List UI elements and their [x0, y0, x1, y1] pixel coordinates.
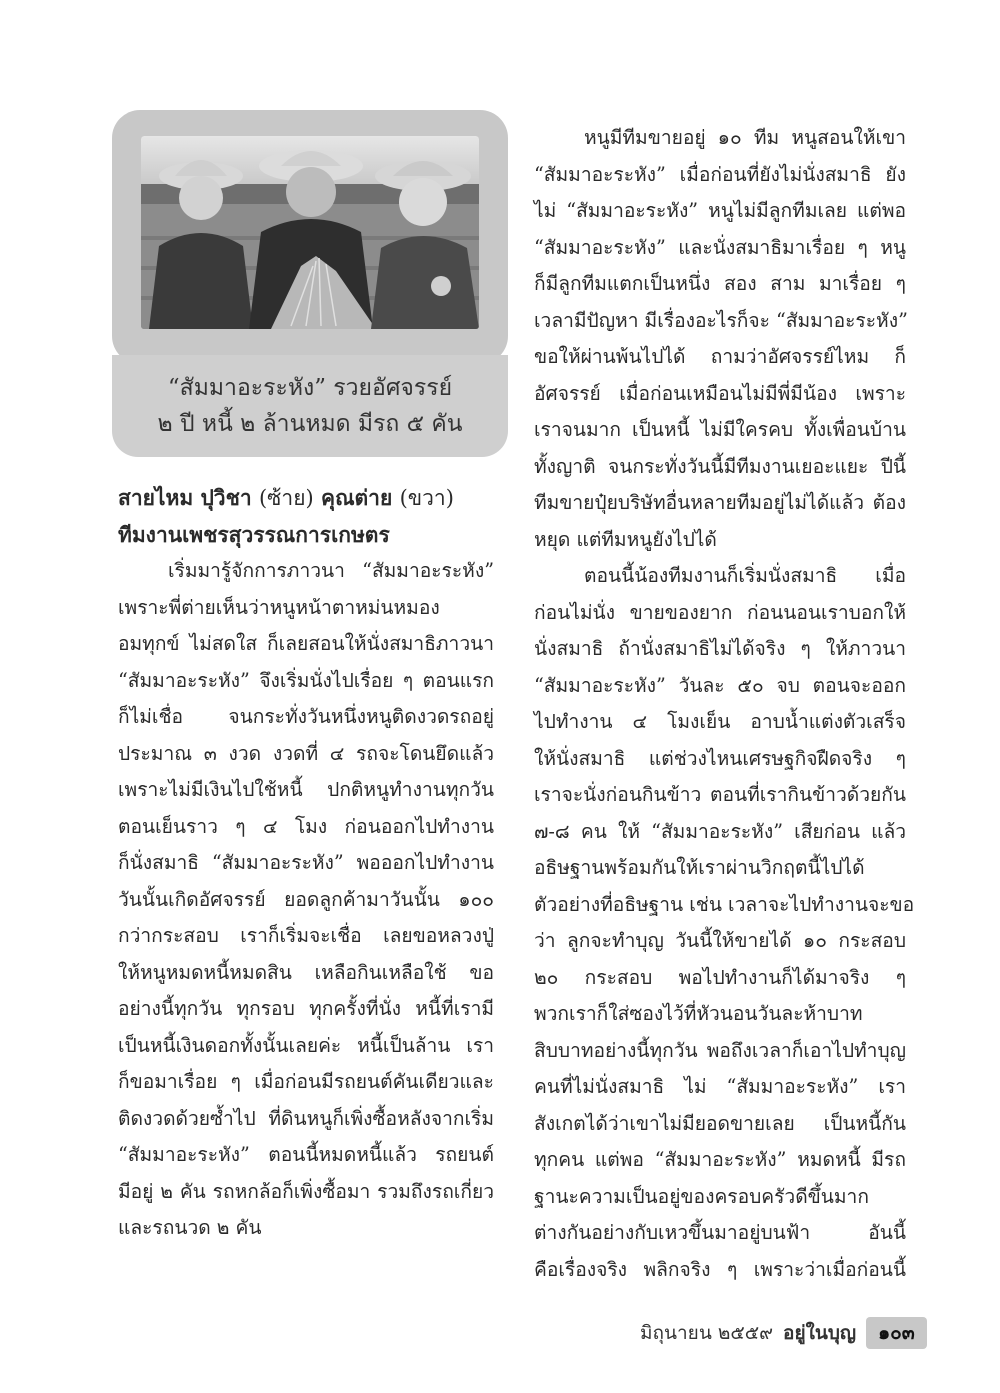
text-line: ประมาณ ๓ งวด งวดที่ ๔ รถจะโดนยึดแล้ว	[118, 741, 494, 765]
text-line: เวลามีปัญหา มีเรื่องอะไรก็จะ “สัมมาอะระหัง”	[534, 308, 908, 332]
text-line: สังเกตได้ว่าเขาไม่มียอดขายเลย เป็นหนี้กัน	[534, 1111, 906, 1135]
position-left: (ซ้าย)	[258, 486, 314, 510]
name-saimai: สายไหม ปุวิชา	[118, 485, 252, 510]
name-khun-tai: คุณต่าย	[321, 485, 393, 510]
text-line: หนูมีทีมขายอยู่ ๑๐ ทีม หนูสอนให้เขา	[584, 126, 906, 149]
right-body-text	[534, 120, 915, 1288]
text-line: ทุกคน แต่พอ “สัมมาอะระหัง” หมดหนี้ มีรถ	[534, 1148, 906, 1171]
page-footer	[640, 1316, 927, 1350]
text-line: “สัมมาอะระหัง” ตอนนี้หมดหนี้แล้ว รถยนต์	[118, 1143, 494, 1166]
text-line: ไม่ “สัมมาอะระหัง” หนูไม่มีลูกทีมเลย แต่พอ	[534, 199, 906, 222]
text-line: อธิษฐานพร้อมกันให้เราผ่านวิกฤตนี้ไปได้	[534, 856, 865, 879]
text-line: ก็มีลูกทีมแตกเป็นหนึ่ง สอง สาม มาเรื่อย ๆ	[534, 272, 906, 295]
text-line: มีอยู่ ๒ คัน รถหกล้อก็เพิ่งซื้อมา รวมถึงรถเกี่ยว	[118, 1179, 494, 1203]
issue-date: มิถุนายน ๒๕๕๙	[640, 1322, 774, 1344]
text-line: ว่า ลูกจะทำบุญ วันนี้ให้ขายได้ ๑๐ กระสอบ	[534, 929, 906, 952]
text-line: เราจะนั่งก่อนกินข้าว ตอนที่เรากินข้าวด้วยกัน	[534, 783, 906, 806]
text-line: อมทุกข์ ไม่สดใส ก็เลยสอนให้นั่งสมาธิภาวนา	[118, 632, 494, 655]
text-line: ก็นั่งสมาธิ “สัมมาอะระหัง” พอออกไปทำงาน	[118, 851, 494, 874]
left-column	[118, 480, 494, 1247]
text-line: ฐานะความเป็นอยู่ของครอบครัวดีขึ้นมาก	[534, 1184, 869, 1208]
text-line: ไปทำงาน ๔ โมงเย็น อาบน้ำแต่งตัวเสร็จ	[534, 710, 906, 733]
text-line: ตอนเย็นราว ๆ ๔ โมง ก่อนออกไปทำงาน	[118, 814, 494, 838]
text-line: พวกเราก็ใส่ซองไว้ที่หัวนอนวันละห้าบาท	[534, 1002, 863, 1025]
text-line: ตัวอย่างที่อธิษฐาน เช่น เวลาจะไปทำงานจะขอ	[534, 892, 915, 916]
caption-line: ๒ ปี หนี้ ๒ ล้านหมด มีรถ ๕ คัน	[157, 411, 463, 437]
text-line: ต่างกันอย่างกับเหวขึ้นมาอยู่บนฟ้า อันนี้	[534, 1221, 906, 1244]
text-line: เพราะไม่มีเงินไปใช้หนี้ ปกติหนูทำงานทุกวัน	[118, 778, 494, 801]
text-line: ๒๐ กระสอบ พอไปทำงานก็ได้มาจริง ๆ	[534, 965, 906, 989]
caption-line: “สัมมาอะระหัง” รวยอัศจรรย์	[167, 375, 453, 401]
text-line: เราจนมาก เป็นหนี้ ไม่มีใครคบ ทั้งเพื่อนบ้าน	[534, 418, 906, 441]
magazine-title: อยู่ในบุญ	[783, 1322, 857, 1344]
text-line: ก็ไม่เชื่อ จนกระทั่งวันหนึ่งหนูติดงวดรถอยู่	[118, 705, 494, 728]
text-line: “สัมมาอะระหัง” เมื่อก่อนที่ยังไม่นั่งสมาธิ ยัง	[534, 162, 906, 186]
text-line: กว่ากระสอบ เราก็เริ่มจะเชื่อ เลยขอหลวงปู่	[118, 924, 494, 947]
text-line: นั่งสมาธิ ถ้านั่งสมาธิไม่ได้จริง ๆ ให้ภาวนา	[534, 637, 906, 660]
text-line: “สัมมาอะระหัง” วันละ ๕๐ จบ ตอนจะออก	[534, 673, 906, 697]
text-line: สิบบาทอย่างนี้ทุกวัน พอถึงเวลาก็เอาไปทำบุญ	[534, 1038, 906, 1062]
text-line: วันนั้นเกิดอัศจรรย์ ยอดลูกค้ามาวันนั้น ๑๐๐	[118, 887, 494, 911]
position-right: (ขวา)	[399, 486, 454, 510]
interviewee-names	[118, 480, 494, 517]
text-line: ทั้งญาติ จนกระทั่งวันนี้มีทีมงานเยอะแยะ ปีนี้	[534, 454, 906, 478]
text-line: เพราะพี่ต่ายเห็นว่าหนูหน้าตาหม่นหมอง	[118, 595, 440, 619]
text-line: “สัมมาอะระหัง” จึงเริ่มนั่งไปเรื่อย ๆ ตอนแรก	[118, 668, 494, 692]
text-line: ก็ขอมาเรื่อย ๆ เมื่อก่อนมีรถยนต์คันเดียวและ	[118, 1070, 494, 1093]
text-line: เริ่มมารู้จักการภาวนา “สัมมาอะระหัง”	[168, 559, 494, 582]
text-line: ขอให้ผ่านพ้นไปได้ ถามว่าอัศจรรย์ไหม ก็	[534, 345, 906, 368]
text-line: ทีมขายปุ๋ยบริษัทอื่นหลายทีมอยู่ไม่ได้แล้ว ต้อง	[534, 491, 906, 514]
text-line: เป็นหนี้เงินดอกทั้งนั้นเลยค่ะ หนี้เป็นล้าน เรา	[118, 1033, 494, 1057]
text-line: ก่อนไม่นั่ง ขายของยาก ก่อนนอนเราบอกให้	[534, 600, 906, 624]
text-line: “สัมมาอะระหัง” และนั่งสมาธิมาเรื่อย ๆ หนู	[534, 235, 906, 259]
photo-caption	[112, 355, 508, 457]
photo-three-farmers	[141, 136, 479, 329]
right-column	[534, 120, 915, 1288]
text-line: อย่างนี้ทุกวัน ทุกรอบ ทุกครั้งที่นั่ง หนี้ที่เรามี	[118, 997, 494, 1020]
text-line: ตอนนี้น้องทีมงานก็เริ่มนั่งสมาธิ เมื่อ	[584, 564, 906, 587]
text-line: อัศจรรย์ เมื่อก่อนเหมือนไม่มีพี่มีน้อง เพราะ	[534, 381, 906, 405]
text-line: และรถนวด ๒ คัน	[118, 1216, 262, 1239]
team-name: ทีมงานเพชรสุวรรณการเกษตร	[118, 521, 390, 547]
text-line: ๗-๘ คน ให้ “สัมมาอะระหัง” เสียก่อน แล้ว	[534, 819, 906, 843]
text-line: คนที่ไม่นั่งสมาธิ ไม่ “สัมมาอะระหัง” เรา	[534, 1075, 906, 1098]
text-line: หยุด แต่ทีมหนูยังไปได้	[534, 527, 717, 551]
text-line: ให้นั่งสมาธิ แต่ช่วงไหนเศรษฐกิจฝืดจริง ๆ	[534, 746, 906, 770]
page-number: ๑๐๓	[866, 1317, 927, 1349]
text-line: ติดงวดด้วยซ้ำไป ที่ดินหนูก็เพิ่งซื้อหลังจากเริ่ม	[118, 1106, 494, 1130]
text-line: ให้หนูหมดหนี้หมดสิน เหลือกินเหลือใช้ ขอ	[118, 960, 494, 984]
left-body-text	[118, 553, 494, 1247]
text-line: คือเรื่องจริง พลิกจริง ๆ เพราะว่าเมื่อก่อนนี้	[534, 1257, 906, 1281]
